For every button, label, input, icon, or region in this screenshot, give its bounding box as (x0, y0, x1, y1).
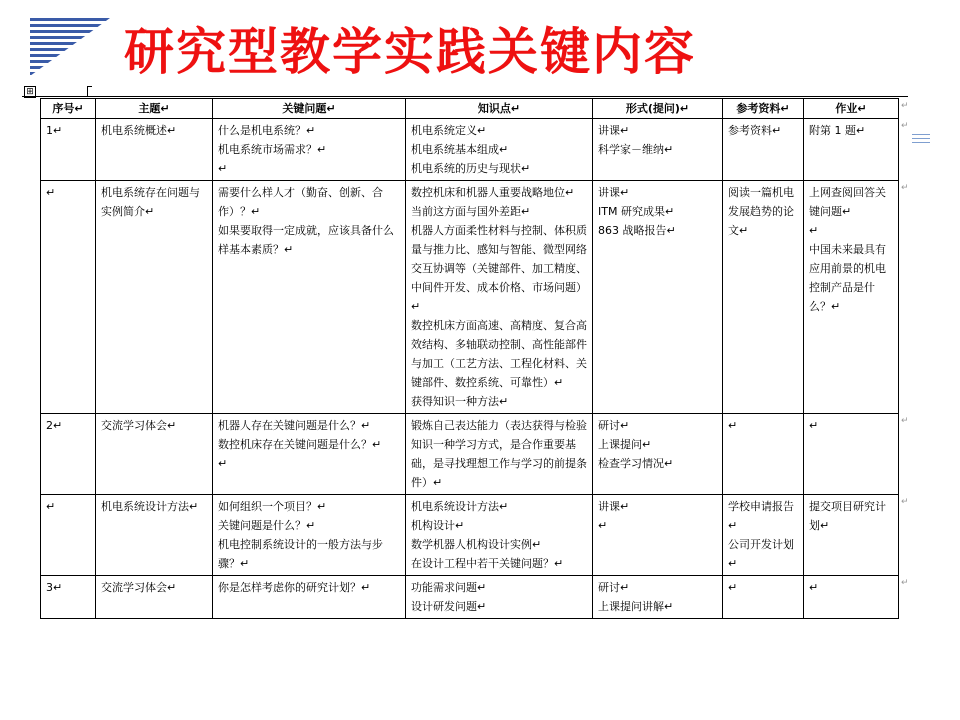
cell-line: ↵ (218, 457, 228, 470)
cell-index[interactable] (41, 119, 96, 181)
cell-line: 在设计工程中若干关键问题？↵ (411, 557, 564, 570)
table-top-rule (22, 96, 908, 97)
cell-topic[interactable] (96, 414, 213, 495)
cell-line: ↵ (728, 419, 738, 432)
header-knowledge: 知识点↵ (406, 99, 593, 119)
header-key-questions: 关键问题↵ (213, 99, 406, 119)
cell-line: 当前这方面与国外差距↵ (411, 205, 531, 218)
header-index: 序号↵ (41, 99, 96, 119)
cell-line: 上课提问讲解↵ (598, 600, 674, 613)
cell-topic[interactable] (96, 576, 213, 619)
cell-homework[interactable] (804, 119, 899, 181)
cell-line: 机电系统的历史与现状↵ (411, 162, 531, 175)
row-end-mark: ↵ (901, 578, 909, 588)
cell-index[interactable] (41, 181, 96, 414)
cell-line: 附第 1 题↵ (809, 124, 866, 137)
cell-topic[interactable] (96, 495, 213, 576)
cell-line: 什么是机电系统？↵ (218, 124, 316, 137)
cell-line: 公司开发计划↵ (728, 538, 794, 570)
cell-knowledge[interactable] (406, 181, 593, 414)
cell-line: 如何组织一个项目？↵ (218, 500, 327, 513)
cell-line: 交流学习体会↵ (101, 419, 177, 432)
row-end-mark: ↵ (901, 101, 909, 111)
cell-references[interactable] (723, 181, 804, 414)
cell-line: 锻炼自己表达能力（表达获得与检验知识一种学习方式，是合作重要基础，是寻找理想工作与学习的前提条件）↵ (411, 419, 587, 489)
cell-line: 讲课↵ (598, 500, 630, 513)
cell-line: 研讨↵ (598, 581, 630, 594)
cell-line: 机电系统定义↵ (411, 124, 487, 137)
cell-line: 机电系统基本组成↵ (411, 143, 509, 156)
cell-key-questions[interactable] (213, 119, 406, 181)
cell-line: 机电系统概述↵ (101, 124, 177, 137)
cell-topic[interactable] (96, 119, 213, 181)
cell-homework[interactable] (804, 576, 899, 619)
header-homework: 作业↵ (804, 99, 899, 119)
cell-line: ↵ (46, 186, 56, 199)
cell-line: 研讨↵ (598, 419, 630, 432)
cell-knowledge[interactable] (406, 119, 593, 181)
cell-line: 交流学习体会↵ (101, 581, 177, 594)
cell-line: ↵ (728, 581, 738, 594)
cell-index[interactable] (41, 576, 96, 619)
cell-homework[interactable] (804, 495, 899, 576)
cell-knowledge[interactable] (406, 414, 593, 495)
cell-topic[interactable] (96, 181, 213, 414)
content-table (40, 98, 899, 619)
cell-key-questions[interactable] (213, 576, 406, 619)
table-row (41, 576, 899, 619)
header-references: 参考资料↵ (723, 99, 804, 119)
cell-line: 数控机床和机器人重要战略地位↵ (411, 186, 575, 199)
cell-line: 上网查阅回答关键问题↵ (809, 186, 886, 218)
cell-index[interactable] (41, 495, 96, 576)
align-lines-icon (912, 134, 930, 144)
cell-line: ↵ (218, 162, 228, 175)
cell-line: 阅读一篇机电发展趋势的论文↵ (728, 186, 794, 237)
table-row (41, 119, 899, 181)
cell-line: 机电系统存在问题与实例简介↵ (101, 186, 200, 218)
cell-line: 3↵ (46, 581, 63, 594)
cell-line: 机构设计↵ (411, 519, 465, 532)
cell-line: ITM 研究成果↵ (598, 205, 675, 218)
cell-line: 需要什么样人才（勤奋、创新、合作）？↵ (218, 186, 383, 218)
cell-homework[interactable] (804, 414, 899, 495)
cell-format[interactable] (593, 119, 723, 181)
cell-line: 提交项目研究计划↵ (809, 500, 886, 532)
cell-references[interactable] (723, 414, 804, 495)
table-header-row (41, 99, 899, 119)
cell-knowledge[interactable] (406, 576, 593, 619)
page-title: 研究型教学实践关键内容 (124, 23, 696, 81)
row-end-mark: ↵ (901, 416, 909, 426)
cell-key-questions[interactable] (213, 181, 406, 414)
cell-knowledge[interactable] (406, 495, 593, 576)
cell-line: ↵ (809, 224, 819, 237)
cell-line: 如果要取得一定成就，应该具备什么样基本素质？↵ (218, 224, 394, 256)
header-topic: 主题↵ (96, 99, 213, 119)
row-end-mark: ↵ (901, 183, 909, 193)
cell-line: 科学家－维纳↵ (598, 143, 674, 156)
cell-line: 功能需求问题↵ (411, 581, 487, 594)
cell-line: 2↵ (46, 419, 63, 432)
cell-line: ↵ (809, 419, 819, 432)
cell-line: 机电系统设计方法↵ (101, 500, 199, 513)
cell-references[interactable] (723, 119, 804, 181)
cell-references[interactable] (723, 576, 804, 619)
cell-line: ↵ (46, 500, 56, 513)
cell-line: 讲课↵ (598, 186, 630, 199)
cell-line: 机电控制系统设计的一般方法与步骤？↵ (218, 538, 383, 570)
cell-references[interactable] (723, 495, 804, 576)
cell-line: ↵ (809, 581, 819, 594)
header-format: 形式(提问)↵ (593, 99, 723, 119)
cell-line: 机器人存在关键问题是什么？↵ (218, 419, 371, 432)
cell-line: 数控机床存在关键问题是什么？↵ (218, 438, 382, 451)
cell-line: 数控机床方面高速、高精度、复合高效结构、多轴联动控制、高性能部件与加工（工艺方法、工程化材料、关键部件、数控系统、可靠性）↵ (411, 319, 587, 389)
row-end-mark: ↵ (901, 497, 909, 507)
cell-line: 机电系统设计方法↵ (411, 500, 509, 513)
cell-line: 获得知识一种方法↵ (411, 395, 509, 408)
cell-line: 1↵ (46, 124, 63, 137)
cell-key-questions[interactable] (213, 414, 406, 495)
cell-line: 数学机器人机构设计实例↵ (411, 538, 542, 551)
cell-format[interactable] (593, 181, 723, 414)
cell-line: ↵ (598, 519, 608, 532)
cell-format[interactable] (593, 495, 723, 576)
cell-format[interactable] (593, 576, 723, 619)
cell-line: 检查学习情况↵ (598, 457, 674, 470)
cell-line: 中国未来最具有应用前景的机电控制产品是什么？↵ (809, 243, 886, 313)
cell-line: 机器人方面柔性材料与控制、体积质量与推力比、感知与智能、微型网络交互协调等（关键部件、加工精度、中间件开发、成本价格、市场问题）↵ (411, 224, 587, 313)
cell-line: 讲课↵ (598, 124, 630, 137)
cell-line: 上课提问↵ (598, 438, 652, 451)
cell-line: 你是怎样考虑你的研究计划？↵ (218, 581, 371, 594)
cell-line: 设计研发问题↵ (411, 600, 487, 613)
cell-line: 机电系统市场需求？↵ (218, 143, 327, 156)
cell-line: 863 战略报告↵ (598, 224, 676, 237)
cell-line: 学校申请报告↵ (728, 500, 794, 532)
cell-format[interactable] (593, 414, 723, 495)
cell-homework[interactable] (804, 181, 899, 414)
ruler-tick-foot (87, 86, 92, 87)
cell-line: 关键问题是什么？↵ (218, 519, 316, 532)
cell-line: 参考资料↵ (728, 124, 782, 137)
cell-key-questions[interactable] (213, 495, 406, 576)
table-row (41, 414, 899, 495)
cell-index[interactable] (41, 414, 96, 495)
table-move-handle-icon[interactable]: ⊞ (24, 86, 36, 98)
row-end-mark: ↵ (901, 121, 909, 131)
table-row (41, 495, 899, 576)
table-row (41, 181, 899, 414)
striped-triangle-logo-icon (30, 18, 110, 76)
ruler-tick (87, 86, 88, 96)
